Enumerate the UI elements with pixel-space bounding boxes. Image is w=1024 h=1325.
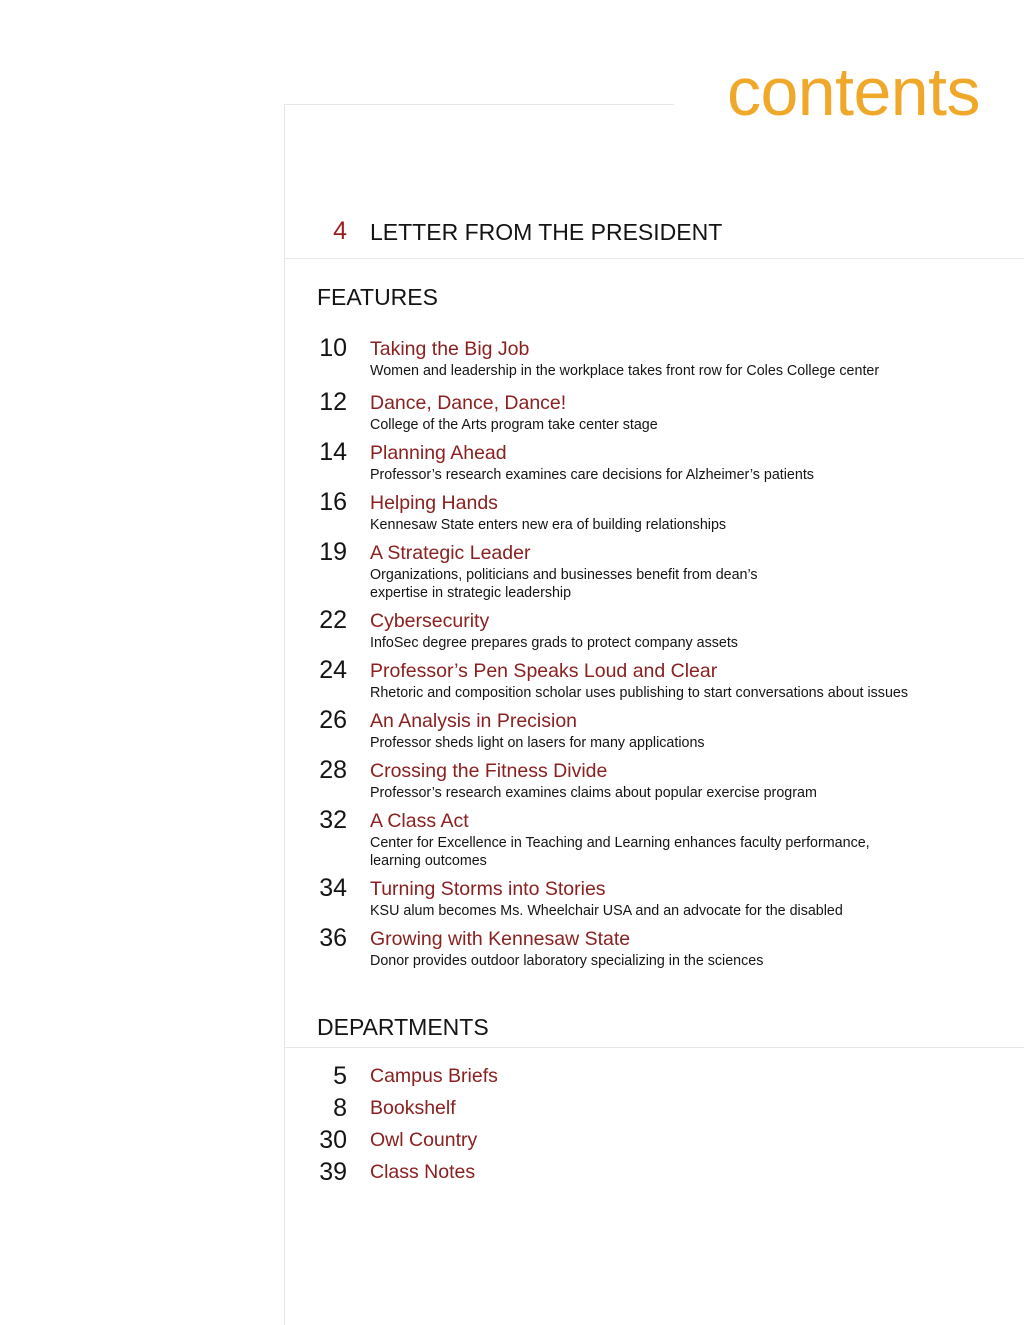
entry-description: Professor’s research examines claims about popular exercise program [370, 785, 817, 801]
entry-page-number: 12 [319, 388, 347, 416]
entry-description: Professor’s research examines care decisions for Alzheimer’s patients [370, 467, 814, 483]
letter-page-number: 4 [333, 217, 347, 245]
entry-page-number: 8 [333, 1094, 347, 1122]
entry-description: Kennesaw State enters new era of building relationships [370, 517, 727, 533]
entry-title[interactable]: A Strategic Leader [370, 542, 531, 564]
entry-page-number: 22 [319, 606, 347, 634]
entry-title[interactable]: Crossing the Fitness Divide [370, 760, 608, 782]
entry-title[interactable]: Professor’s Pen Speaks Loud and Clear [370, 660, 718, 682]
letter-entry[interactable] [317, 217, 1017, 247]
entry-title[interactable]: Bookshelf [370, 1097, 456, 1119]
department-entry[interactable] [317, 1126, 717, 1156]
entry-page-number: 5 [333, 1062, 347, 1090]
entry-page-number: 26 [319, 706, 347, 734]
entry-title[interactable]: Dance, Dance, Dance! [370, 392, 567, 414]
entry-page-number: 19 [319, 538, 347, 566]
entry-title[interactable]: An Analysis in Precision [370, 710, 578, 732]
entry-description: KSU alum becomes Ms. Wheelchair USA and an advocate for the disabled [370, 903, 843, 919]
entry-title[interactable]: Turning Storms into Stories [370, 878, 606, 900]
entry-title[interactable]: Taking the Big Job [370, 338, 530, 360]
vertical-rule [284, 104, 285, 1325]
entry-page-number: 34 [319, 874, 347, 902]
entry-page-number: 14 [319, 438, 347, 466]
entry-page-number: 36 [319, 924, 347, 952]
entry-page-number: 39 [319, 1158, 347, 1186]
entry-description: Donor provides outdoor laboratory specializing in the sciences [370, 953, 764, 969]
entry-description: Center for Excellence in Teaching and Learning enhances faculty performance, learning outcomes [370, 835, 870, 869]
department-entry[interactable] [317, 1158, 717, 1188]
entry-description: Professor sheds light on lasers for many applications [370, 735, 705, 751]
entry-page-number: 16 [319, 488, 347, 516]
entry-description: InfoSec degree prepares grads to protect company assets [370, 635, 738, 651]
entry-title[interactable]: Growing with Kennesaw State [370, 928, 631, 950]
entry-page-number: 28 [319, 756, 347, 784]
departments-heading: DEPARTMENTS [317, 1014, 489, 1040]
divider-after-departments-heading [284, 1047, 1024, 1048]
entry-page-number: 24 [319, 656, 347, 684]
entry-title[interactable]: Campus Briefs [370, 1065, 498, 1087]
entry-description: Women and leadership in the workplace takes front row for Coles College center [370, 363, 880, 379]
divider-after-letter [284, 258, 1024, 259]
department-entry[interactable] [317, 1062, 717, 1092]
department-entry[interactable] [317, 1094, 717, 1124]
entry-title[interactable]: Owl Country [370, 1129, 478, 1151]
entry-page-number: 10 [319, 334, 347, 362]
entry-title[interactable]: Helping Hands [370, 492, 498, 514]
letter-title: LETTER FROM THE PRESIDENT [370, 219, 723, 245]
entry-title[interactable]: A Class Act [370, 810, 469, 832]
entry-title[interactable]: Planning Ahead [370, 442, 507, 464]
entry-description: College of the Arts program take center stage [370, 417, 658, 433]
entry-description: Rhetoric and composition scholar uses publishing to start conversations about issues [370, 685, 909, 701]
entry-title[interactable]: Cybersecurity [370, 610, 490, 632]
top-rule [284, 104, 674, 105]
entry-description: Organizations, politicians and businesses benefit from dean’s expertise in strategic leadership [370, 567, 758, 601]
entry-title[interactable]: Class Notes [370, 1161, 476, 1183]
features-heading: FEATURES [317, 284, 438, 310]
entry-page-number: 32 [319, 806, 347, 834]
page-title: contents [726, 54, 980, 130]
entry-page-number: 30 [319, 1126, 347, 1154]
